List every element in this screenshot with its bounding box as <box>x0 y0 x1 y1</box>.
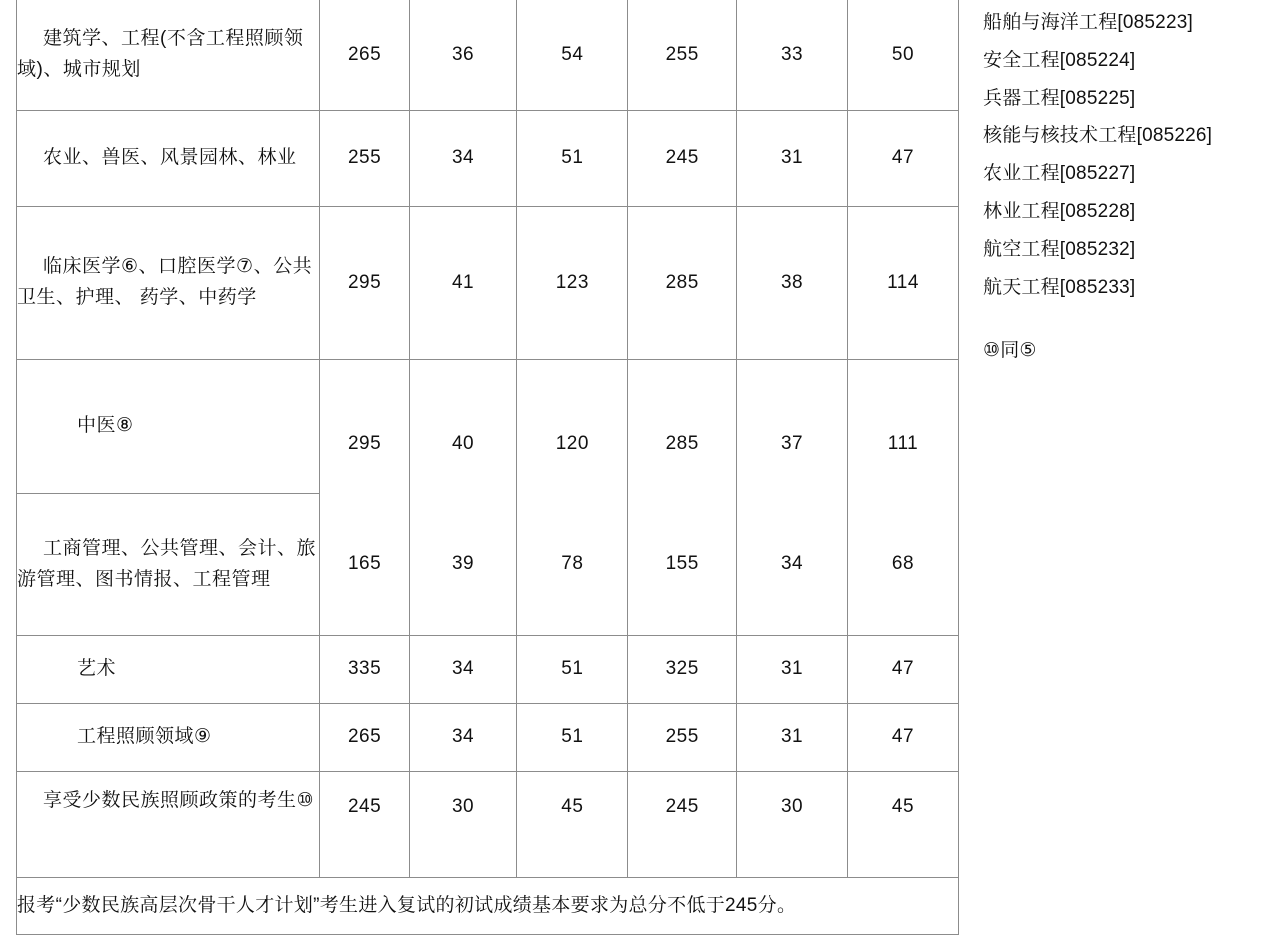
b-single-over: 68 <box>848 494 959 636</box>
discipline-name: 临床医学⑥、口腔医学⑦、公共卫生、护理、 药学、中药学 <box>17 207 320 360</box>
discipline-name: 艺术 <box>17 636 320 704</box>
a-total: 265 <box>320 704 409 772</box>
table-row <box>17 494 959 636</box>
b-single-over: 111 <box>848 378 959 512</box>
list-item: 林业工程[085228] <box>983 200 1136 222</box>
discipline-name: 农业、兽医、风景园林、林业 <box>17 111 320 207</box>
a-single-over: 123 <box>517 207 628 360</box>
b-single-100: 34 <box>737 494 848 636</box>
b-single-100: 31 <box>737 636 848 704</box>
b-single-100: 30 <box>737 772 848 878</box>
a-single-100: 36 <box>409 0 517 111</box>
discipline-name: 工商管理、公共管理、会计、旅游管理、图书情报、工程管理 <box>17 494 320 636</box>
a-single-100: 41 <box>409 207 517 360</box>
a-single-100: 30 <box>409 772 517 878</box>
b-total: 285 <box>628 207 737 360</box>
a-single-over: 54 <box>517 0 628 111</box>
b-single-over: 47 <box>848 111 959 207</box>
table-row <box>17 207 959 360</box>
a-single-over: 51 <box>517 704 628 772</box>
table-footnote: 报考“少数民族高层次骨干人才计划”考生进入复试的初试成绩基本要求为总分不低于245分。 <box>17 878 959 935</box>
b-single-over: 114 <box>848 207 959 360</box>
b-single-100: 31 <box>737 704 848 772</box>
a-single-over: 120 <box>517 378 628 512</box>
list-item: 航空工程[085232] <box>983 238 1136 260</box>
sidebar-note: ⑩同⑤ <box>983 340 1037 362</box>
list-item: 航天工程[085233] <box>983 276 1136 298</box>
discipline-name: 工程照顾领域⑨ <box>17 704 320 772</box>
a-single-100: 34 <box>409 636 517 704</box>
b-single-over: 45 <box>848 772 959 878</box>
discipline-name: 中医⑧ <box>17 360 320 494</box>
table-row <box>17 360 959 494</box>
b-single-over: 50 <box>848 0 959 111</box>
list-item: 船舶与海洋工程[085223] <box>983 12 1193 33</box>
discipline-name: 建筑学、工程(不含工程照顾领域)、城市规划 <box>17 0 320 111</box>
a-single-100: 39 <box>409 494 517 636</box>
table-row <box>17 636 959 704</box>
b-total: 245 <box>628 111 737 207</box>
a-single-100: 34 <box>409 111 517 207</box>
table-row <box>17 772 959 878</box>
sidebar-field-list <box>943 0 1280 911</box>
list-item: 核能与核技术工程[085226] <box>983 125 1213 147</box>
b-total: 245 <box>628 772 737 878</box>
table-row <box>17 704 959 772</box>
b-total: 155 <box>628 494 737 636</box>
b-single-100: 38 <box>737 207 848 360</box>
list-item: 安全工程[085224] <box>983 49 1136 71</box>
b-single-100: 37 <box>737 378 848 512</box>
a-total: 165 <box>320 494 409 636</box>
a-single-100: 40 <box>409 378 517 512</box>
b-total: 255 <box>628 0 737 111</box>
b-single-over: 47 <box>848 704 959 772</box>
score-table <box>16 0 959 935</box>
b-total: 255 <box>628 704 737 772</box>
table-footnote-row <box>17 878 959 935</box>
b-single-100: 31 <box>737 111 848 207</box>
a-single-over: 45 <box>517 772 628 878</box>
table-row <box>17 111 959 207</box>
list-item: 兵器工程[085225] <box>983 87 1136 109</box>
b-single-100: 33 <box>737 0 848 111</box>
a-single-over: 51 <box>517 111 628 207</box>
a-total: 255 <box>320 111 409 207</box>
a-single-over: 78 <box>517 494 628 636</box>
a-total: 245 <box>320 772 409 878</box>
list-item: 农业工程[085227] <box>983 163 1136 185</box>
b-total: 285 <box>628 378 737 512</box>
a-single-100: 34 <box>409 704 517 772</box>
table-row <box>17 0 959 111</box>
a-total: 295 <box>320 378 409 512</box>
a-single-over: 51 <box>517 636 628 704</box>
a-total: 335 <box>320 636 409 704</box>
discipline-name: 享受少数民族照顾政策的考生⑩ <box>17 772 320 878</box>
b-single-over: 47 <box>848 636 959 704</box>
a-total: 295 <box>320 207 409 360</box>
b-total: 325 <box>628 636 737 704</box>
a-total: 265 <box>320 0 409 111</box>
